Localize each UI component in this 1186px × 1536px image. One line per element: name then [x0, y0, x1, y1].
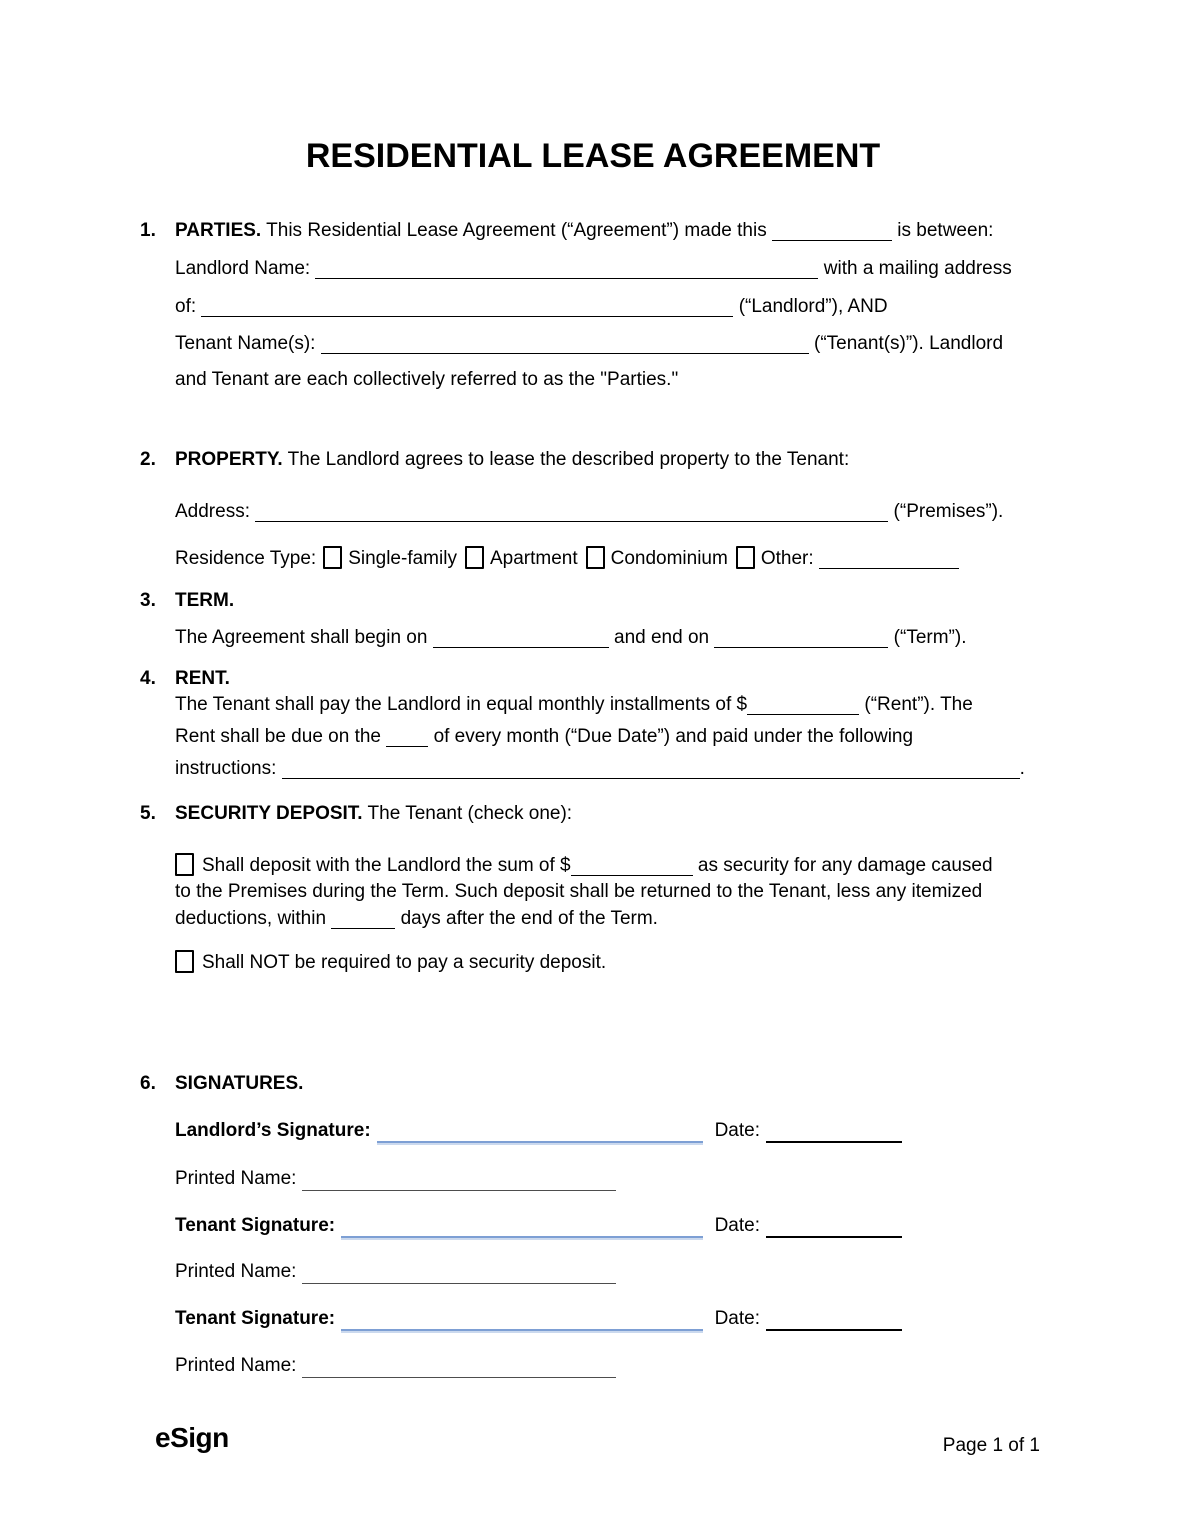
term-heading-line [140, 589, 235, 613]
rent-due-tail: of every month (“Due Date”) and paid under the following [433, 726, 914, 747]
premises-address-tail: (“Premises”). [893, 501, 1004, 522]
landlord-signature-row [175, 1119, 902, 1143]
landlord-date-label: Date: [714, 1120, 760, 1141]
rent-amount-blank[interactable] [747, 696, 859, 715]
parties-closing-text: and Tenant are each collectively referred to as the "Parties." [175, 369, 679, 390]
no-deposit-checkbox[interactable] [175, 950, 194, 973]
deposit-option1-text: Shall deposit with the Landlord the sum of $ [202, 855, 571, 876]
apartment-label: Apartment [489, 548, 578, 569]
deposit-option1-line-2 [175, 880, 982, 904]
parties-line-4 [175, 332, 1003, 356]
tenant1-printed-name-label: Printed Name: [175, 1261, 297, 1282]
tenant2-printed-name-line[interactable] [302, 1359, 616, 1378]
parties-intro-text: This Residential Lease Agreement (“Agreement”) made this [266, 220, 767, 241]
rent-amount-text: The Tenant shall pay the Landlord in equal monthly installments of $ [175, 694, 748, 715]
term-start-date-blank[interactable] [433, 629, 609, 648]
deposit-option1-line-3 [175, 907, 658, 931]
parties-line-1 [140, 219, 994, 243]
payment-instructions-label: instructions: [175, 758, 277, 779]
section-number-parties: 1. [140, 220, 156, 241]
parties-line-2 [175, 257, 1012, 281]
deposit-days-tail: days after the end of the Term. [400, 908, 658, 929]
document-title: RESIDENTIAL LEASE AGREEMENT [305, 137, 881, 175]
landlord-signature-line[interactable] [377, 1123, 703, 1143]
security-deposit-heading-line [140, 802, 573, 826]
tenant-names-label: Tenant Name(s): [175, 333, 316, 354]
tenant1-date-label: Date: [714, 1215, 760, 1236]
property-heading-line [140, 448, 850, 472]
landlord-printed-name-line[interactable] [302, 1172, 616, 1191]
deposit-required-checkbox[interactable] [175, 853, 194, 876]
tenant2-signature-date-line[interactable] [766, 1311, 902, 1331]
condominium-label: Condominium [610, 548, 728, 569]
landlord-name-blank[interactable] [315, 260, 818, 279]
tenant-names-blank[interactable] [321, 335, 809, 354]
page-number: Page 1 of 1 [942, 1435, 1040, 1456]
tenant-names-tail: (“Tenant(s)”). Landlord [814, 333, 1004, 354]
property-heading: PROPERTY. [175, 449, 283, 470]
term-tail: (“Term”). [893, 627, 967, 648]
security-deposit-heading: SECURITY DEPOSIT. [175, 803, 363, 824]
single-family-checkbox[interactable] [323, 546, 342, 569]
tenant1-printed-name-row [175, 1260, 616, 1284]
deposit-amount-blank[interactable] [571, 857, 693, 876]
premises-address-blank[interactable] [255, 503, 888, 522]
term-end-date-blank[interactable] [714, 629, 888, 648]
parties-line-5 [175, 368, 678, 392]
deposit-option1-line-1 [175, 853, 993, 878]
rent-due-text: Rent shall be due on the [175, 726, 381, 747]
landlord-name-label: Landlord Name: [175, 258, 311, 279]
other-residence-label: Other: [760, 548, 814, 569]
property-intro-text: The Landlord agrees to lease the described property to the Tenant: [287, 449, 850, 470]
tenant2-signature-row [175, 1307, 902, 1331]
section-number-rent: 4. [140, 668, 156, 689]
agreement-date-blank[interactable] [772, 222, 892, 241]
other-residence-blank[interactable] [819, 550, 959, 569]
landlord-signature-label: Landlord’s Signature: [175, 1120, 371, 1141]
section-number-security-deposit: 5. [140, 803, 156, 824]
rent-heading: RENT. [175, 668, 230, 689]
payment-instructions-period: . [1019, 758, 1025, 779]
landlord-printed-name-row [175, 1167, 616, 1191]
condominium-checkbox[interactable] [586, 546, 605, 569]
term-line [175, 626, 966, 650]
tenant1-signature-line[interactable] [341, 1218, 702, 1238]
parties-intro-tail: is between: [897, 220, 994, 241]
section-number-property: 2. [140, 449, 156, 470]
rent-line-1 [175, 693, 973, 717]
parties-line-3 [175, 295, 888, 319]
term-heading: TERM. [175, 590, 235, 611]
rent-line-2 [175, 725, 913, 749]
signatures-heading: SIGNATURES. [175, 1073, 304, 1094]
landlord-address-blank[interactable] [201, 298, 733, 317]
tenant1-printed-name-line[interactable] [302, 1265, 616, 1284]
landlord-printed-name-label: Printed Name: [175, 1168, 297, 1189]
property-address-line [175, 500, 1003, 524]
apartment-checkbox[interactable] [465, 546, 484, 569]
esign-logo: eSign [155, 1422, 229, 1453]
landlord-signature-date-line[interactable] [766, 1123, 902, 1143]
section-number-term: 3. [140, 590, 156, 611]
tenant2-printed-name-row [175, 1354, 616, 1378]
deposit-return-days-blank[interactable] [331, 910, 395, 929]
tenant1-signature-row [175, 1214, 902, 1238]
residence-type-line [175, 546, 959, 571]
term-end-text: and end on [614, 627, 710, 648]
signatures-heading-line [140, 1072, 304, 1096]
deposit-option1-tail: as security for any damage caused [697, 855, 993, 876]
parties-heading: PARTIES. [175, 220, 262, 241]
premises-address-label: Address: [175, 501, 250, 522]
tenant2-signature-line[interactable] [341, 1311, 702, 1331]
other-residence-checkbox[interactable] [736, 546, 755, 569]
landlord-address-label: of: [175, 296, 197, 317]
deposit-option2-text: Shall NOT be required to pay a security deposit. [202, 952, 607, 973]
deposit-option2-line [175, 950, 606, 975]
deposit-option1-text-2: to the Premises during the Term. Such deposit shall be returned to the Tenant, less any itemized [175, 881, 983, 902]
rent-heading-line [140, 667, 230, 691]
landlord-name-tail: with a mailing address [823, 258, 1012, 279]
rent-line-3 [175, 757, 1025, 781]
rent-due-day-blank[interactable] [386, 728, 428, 747]
security-deposit-intro: The Tenant (check one): [367, 803, 573, 824]
term-begin-text: The Agreement shall begin on [175, 627, 428, 648]
rent-amount-tail: (“Rent”). The [864, 694, 973, 715]
tenant1-signature-date-line[interactable] [766, 1218, 902, 1238]
landlord-address-tail: (“Landlord”), AND [738, 296, 888, 317]
tenant2-signature-label: Tenant Signature: [175, 1308, 336, 1329]
tenant2-printed-name-label: Printed Name: [175, 1355, 297, 1376]
section-number-signatures: 6. [140, 1073, 156, 1094]
single-family-label: Single-family [348, 548, 457, 569]
residence-type-label: Residence Type: [175, 548, 317, 569]
payment-instructions-blank[interactable] [282, 760, 1020, 779]
tenant2-date-label: Date: [714, 1308, 760, 1329]
tenant1-signature-label: Tenant Signature: [175, 1215, 336, 1236]
deposit-days-text: deductions, within [175, 908, 327, 929]
